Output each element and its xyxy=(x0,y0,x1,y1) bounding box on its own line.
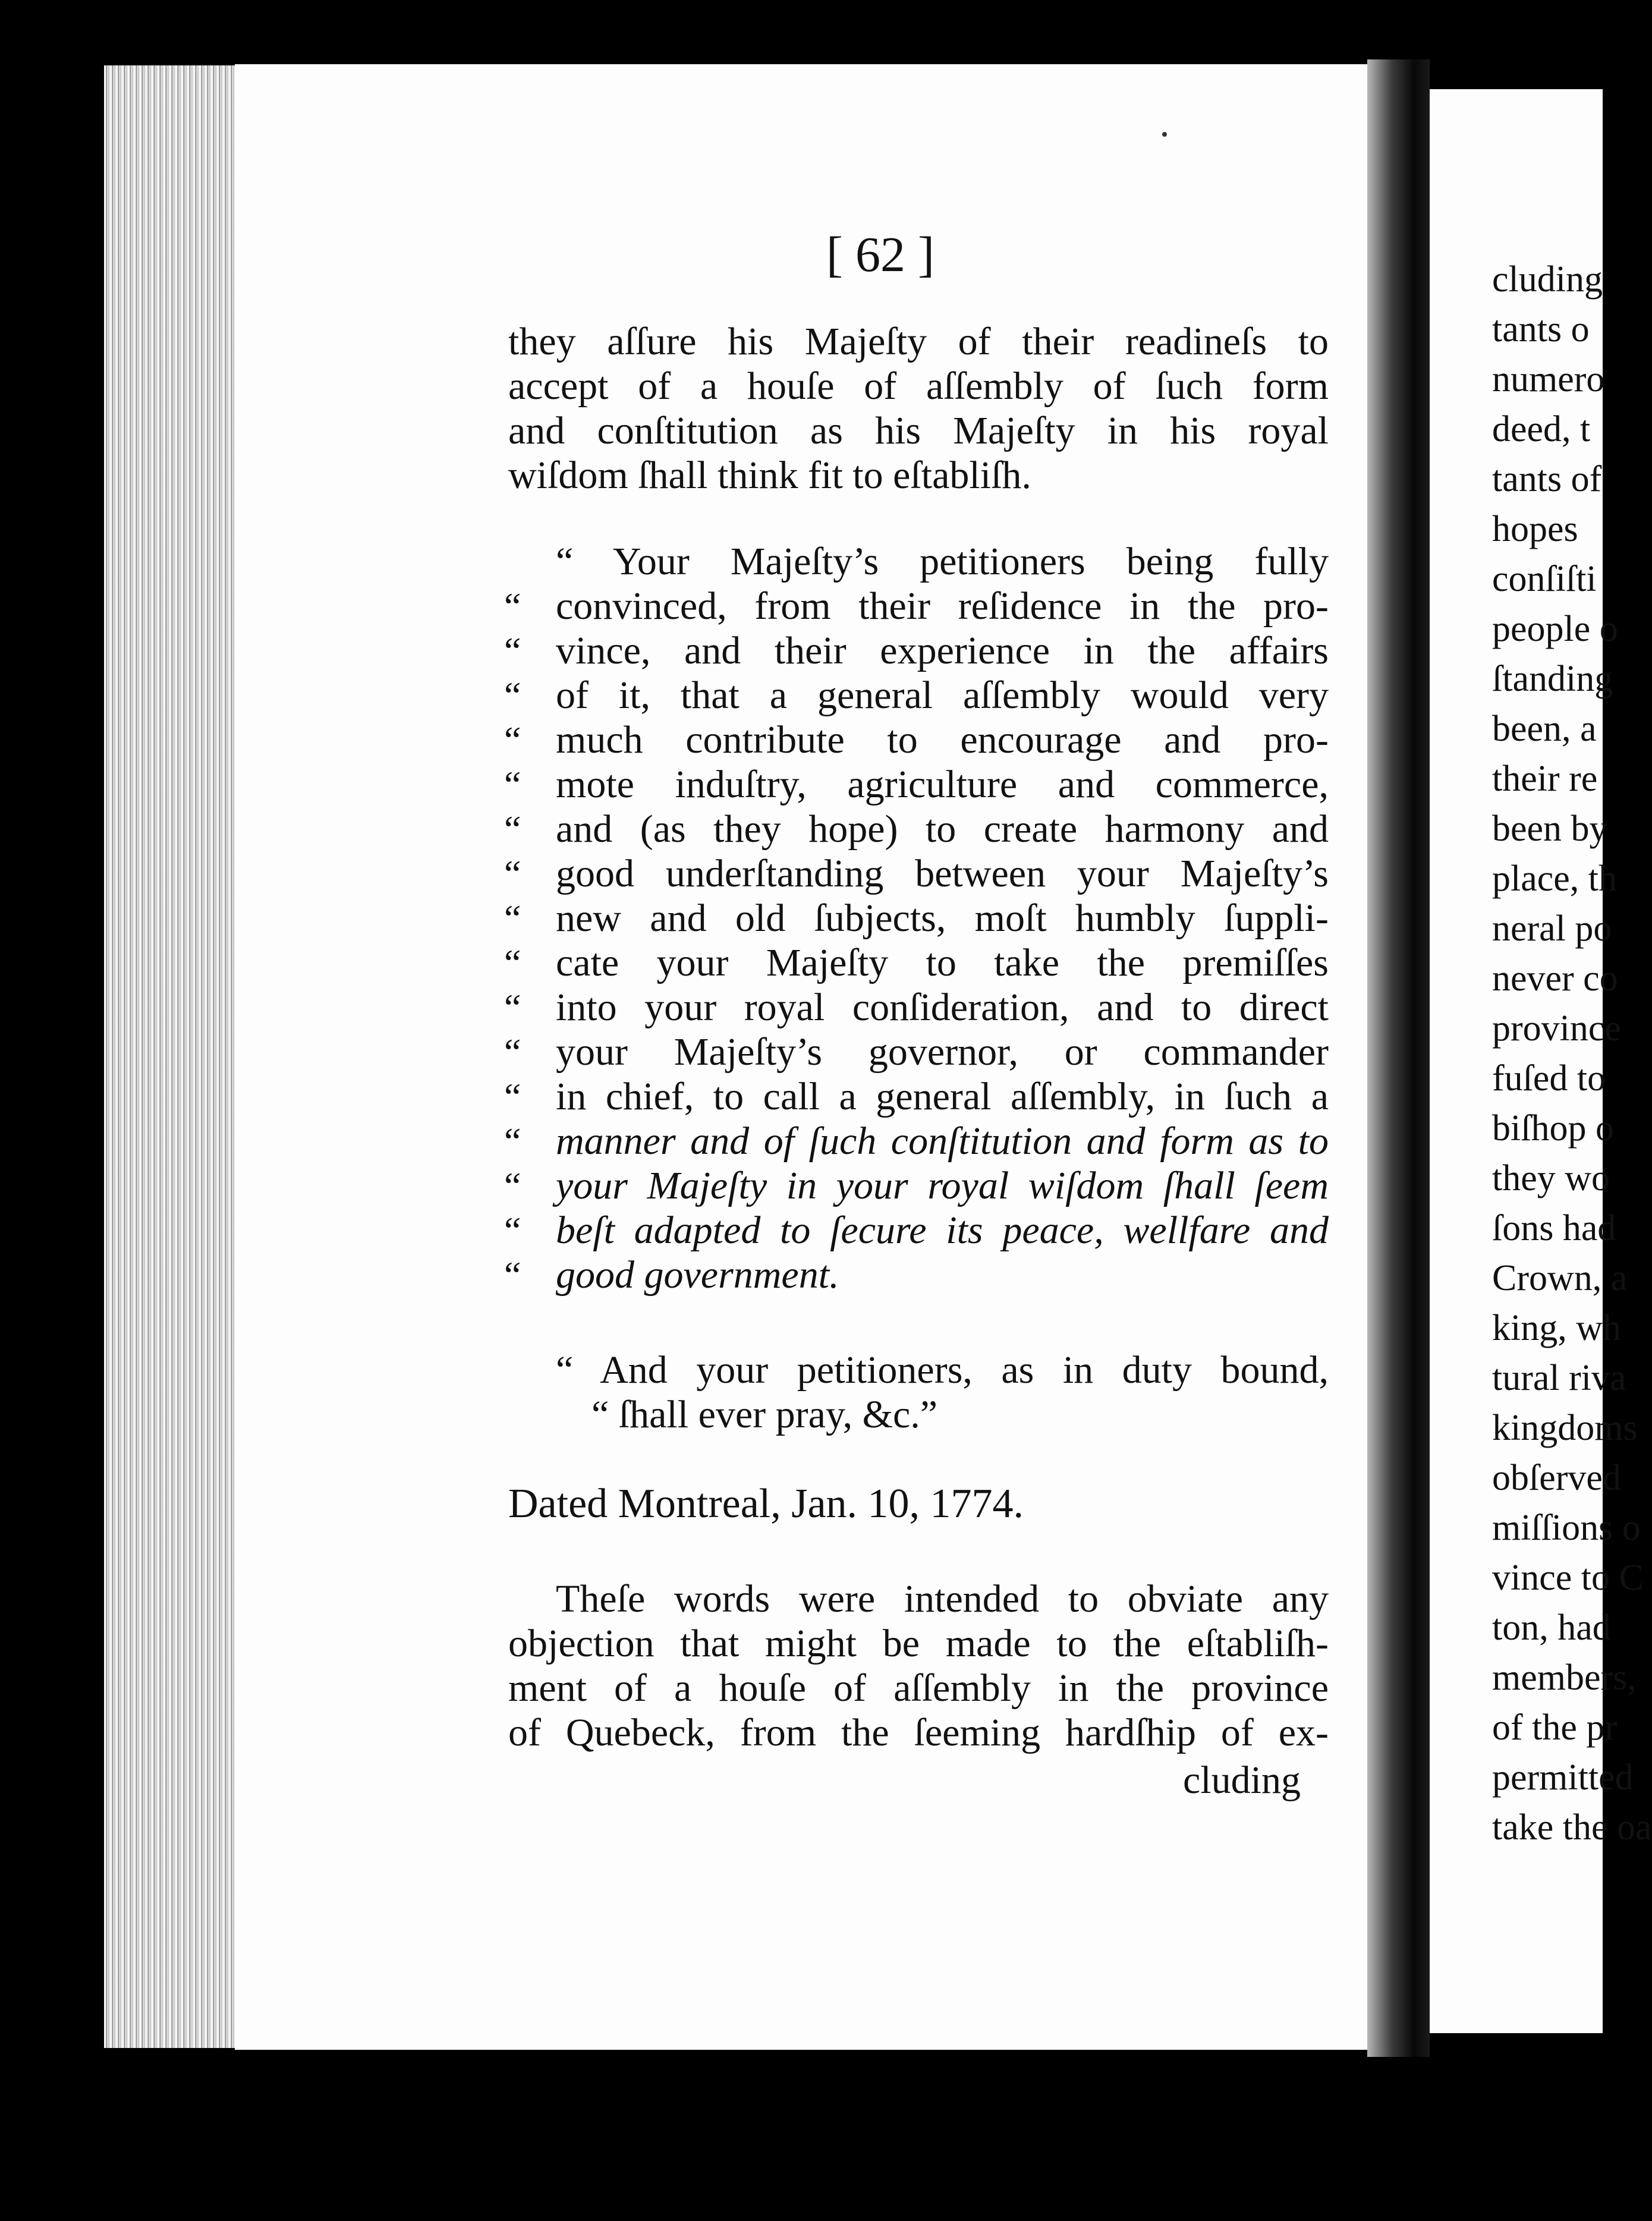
paragraph-line: accept of a houſe of aſſembly of ſuch form xyxy=(508,364,1329,408)
right-page-line: conſiſti xyxy=(1492,559,1597,599)
paragraph-line: of Quebeck, from the ſeeming hardſhip of ex- xyxy=(508,1711,1329,1754)
right-page xyxy=(1430,89,1652,2033)
quote-mark: “ xyxy=(504,1209,521,1251)
right-page-line: fuſed to xyxy=(1492,1058,1606,1099)
quote-mark: “ xyxy=(504,1165,521,1207)
petition-line: and (as they hope) to create harmony and xyxy=(556,807,1329,851)
petition-line: beſt adapted to ſecure its peace, wellfare and xyxy=(556,1209,1329,1252)
quote-mark: “ xyxy=(504,674,521,716)
right-page-line: neral po xyxy=(1492,908,1612,949)
page-header: [ 62 ] xyxy=(826,227,934,282)
right-page-line: members, xyxy=(1492,1657,1637,1698)
quote-mark: “ xyxy=(504,585,521,627)
quote-mark: “ xyxy=(504,808,521,850)
right-page-line: ton, had xyxy=(1492,1607,1611,1648)
paragraph-line: wiſdom ſhall think fit to eſtabliſh. xyxy=(508,454,1031,497)
right-page-line: miſſions o xyxy=(1492,1508,1641,1548)
right-page-line: ſtanding xyxy=(1492,659,1613,699)
right-page-line: tants of xyxy=(1492,459,1602,499)
petition-line: convinced, from their reſidence in the pro- xyxy=(556,584,1329,628)
right-page-line: permitted xyxy=(1492,1757,1634,1798)
quote-mark: “ xyxy=(504,630,521,672)
paragraph-line: they aſſure his Majeſty of their readineſs to xyxy=(508,320,1329,363)
right-page-line: people o xyxy=(1492,609,1618,649)
right-page-line: numero xyxy=(1492,359,1605,399)
page-edge-stack xyxy=(104,65,238,2048)
petition-line: manner and of ſuch conſtitution and form as to xyxy=(556,1119,1329,1163)
right-page-line: province xyxy=(1492,1008,1621,1049)
closing-line: “ ſhall ever pray, &c.” xyxy=(591,1393,938,1436)
petition-line: new and old ſubjects, moſt humbly ſuppli- xyxy=(556,896,1329,940)
right-page-line: tants o xyxy=(1492,309,1590,350)
right-page-line: place, th xyxy=(1492,858,1618,899)
book-gutter xyxy=(1367,59,1430,2057)
quote-mark: “ xyxy=(504,1120,521,1162)
petition-line: into your royal conſideration, and to direct xyxy=(556,986,1329,1029)
right-page-line: hopes xyxy=(1492,509,1578,549)
quote-mark: “ xyxy=(504,719,521,761)
petition-line: in chief, to call a general aſſembly, in ſuch a xyxy=(556,1075,1329,1118)
quote-mark: “ xyxy=(504,1075,521,1118)
quote-mark: “ xyxy=(504,986,521,1028)
ink-speck xyxy=(1162,132,1167,137)
petition-line: good underſtanding between your Majeſty’s xyxy=(556,852,1329,895)
right-page-line: ſons had xyxy=(1492,1208,1616,1248)
right-page-line: of the pr xyxy=(1492,1707,1618,1748)
quote-mark: “ xyxy=(504,942,521,984)
petition-line: of it, that a general aſſembly would very xyxy=(556,674,1329,717)
right-page-line: they wo xyxy=(1492,1158,1610,1198)
petition-line: good government. xyxy=(556,1253,839,1297)
paragraph-line: Theſe words were intended to obviate any xyxy=(556,1577,1329,1621)
paragraph-line: and conſtitution as his Majeſty in his royal xyxy=(508,409,1329,452)
right-page-line: vince to C xyxy=(1492,1558,1644,1598)
right-page-line: obſerved xyxy=(1492,1458,1621,1498)
right-page-line: been by xyxy=(1492,809,1608,849)
quote-mark: “ xyxy=(504,897,521,939)
right-page-line: never co xyxy=(1492,958,1618,999)
right-page-line: their re xyxy=(1492,759,1598,799)
right-page-line: take the oa xyxy=(1492,1807,1652,1848)
quote-mark: “ xyxy=(504,852,521,895)
right-page-line: cluding xyxy=(1492,259,1603,300)
petition-line: much contribute to encourage and pro- xyxy=(556,718,1329,762)
quote-mark: “ xyxy=(504,1031,521,1073)
right-page-line: been, a xyxy=(1492,709,1597,749)
petition-line: your Majeſty’s governor, or commander xyxy=(556,1030,1329,1074)
quote-mark: “ xyxy=(504,1254,521,1296)
petition-line: mote induſtry, agriculture and commerce, xyxy=(556,763,1329,806)
dated-line: Dated Montreal, Jan. 10, 1774. xyxy=(508,1481,1024,1527)
quote-mark: “ xyxy=(504,763,521,806)
right-page-line: deed, t xyxy=(1492,409,1591,449)
right-page-line: Crown, a xyxy=(1492,1258,1628,1298)
right-page-line: tural riva xyxy=(1492,1358,1626,1398)
catchword: cluding xyxy=(1183,1758,1301,1802)
closing-line: “ And your petitioners, as in duty bound, xyxy=(556,1348,1329,1392)
paragraph-line: ment of a houſe of aſſembly in the province xyxy=(508,1666,1329,1710)
petition-line: “ Your Majeſty’s petitioners being fully xyxy=(556,540,1329,583)
petition-line: vince, and their experience in the affairs xyxy=(556,629,1329,672)
right-page-line: kingdoms xyxy=(1492,1408,1638,1448)
right-page-line: biſhop o xyxy=(1492,1108,1614,1149)
right-page-line: king, wh xyxy=(1492,1308,1621,1348)
paragraph-line: objection that might be made to the eſtabliſh- xyxy=(508,1622,1329,1665)
petition-line: cate your Majeſty to take the premiſſes xyxy=(556,941,1329,984)
petition-line: your Majeſty in your royal wiſdom ſhall ſeem xyxy=(556,1164,1329,1207)
